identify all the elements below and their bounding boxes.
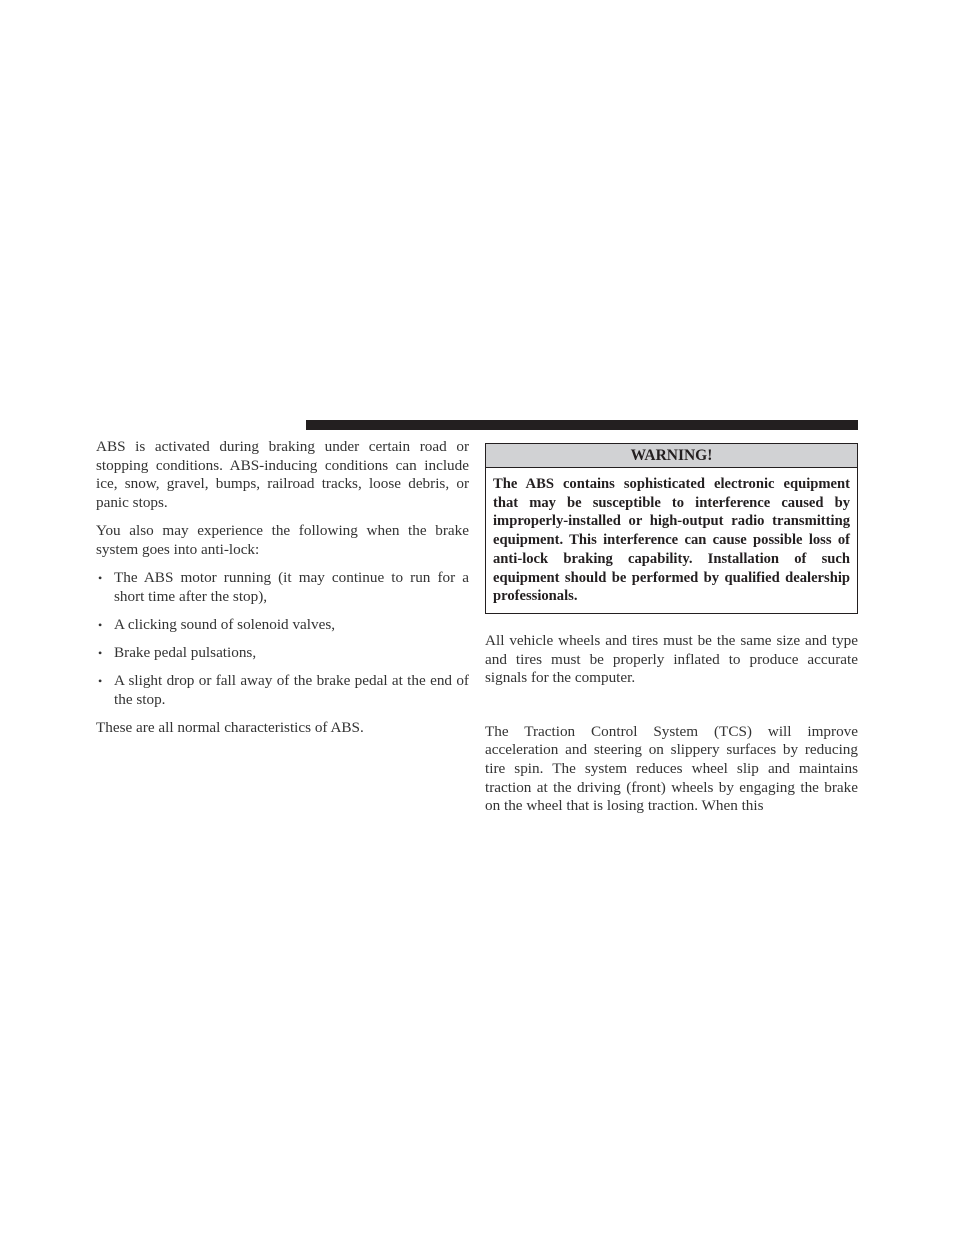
list-item-text: A slight drop or fall away of the brake pedal at the end of the stop. bbox=[114, 671, 469, 708]
traction-control-paragraph: The Traction Control System (TCS) will improve acceleration and steering on slippery surfaces by reducing tire spin. The system reduces wheel slip and maintains traction at the driving (front) wheels by engaging the brake on the wheel that is losing traction. When this bbox=[485, 722, 858, 815]
bullet-icon: • bbox=[98, 673, 103, 688]
anti-lock-symptom-list bbox=[96, 569, 469, 709]
list-item bbox=[96, 672, 469, 709]
anti-lock-intro-paragraph: You also may experience the following when the brake system goes into anti-lock: bbox=[96, 522, 469, 559]
wheels-tires-paragraph: All vehicle wheels and tires must be the same size and type and tires must be properly inflated to produce accurate signals for the computer. bbox=[485, 631, 858, 687]
warning-text: The ABS contains sophisticated electronic equipment that may be susceptible to interference caused by improperly-installed or high-output radio transmitting equipment. This interference can cause possible loss of anti-lock braking capability. Installation of such equipment should be performed by qualified dealership professionals. bbox=[493, 476, 850, 605]
list-item-text: The ABS motor running (it may continue to run for a short time after the stop), bbox=[114, 569, 469, 605]
bullet-icon: • bbox=[98, 571, 103, 586]
list-item bbox=[96, 569, 469, 606]
list-item-text: A clicking sound of solenoid valves, bbox=[114, 615, 336, 633]
right-column bbox=[485, 443, 858, 826]
list-item-text: Brake pedal pulsations, bbox=[114, 643, 257, 661]
list-item bbox=[96, 616, 469, 635]
warning-box bbox=[485, 443, 858, 614]
warning-title: WARNING! bbox=[486, 444, 857, 468]
bullet-icon: • bbox=[98, 645, 103, 660]
left-column bbox=[96, 438, 469, 747]
bullet-icon: • bbox=[98, 617, 103, 632]
section-gap bbox=[485, 698, 858, 723]
header-rule bbox=[306, 420, 858, 430]
abs-activation-paragraph: ABS is activated during braking under certain road or stopping conditions. ABS-inducing conditions can include ice, snow, gravel, bumps, railroad tracks, loose debris, or panic stops. bbox=[96, 438, 469, 512]
list-item bbox=[96, 644, 469, 663]
normal-characteristics-paragraph: These are all normal characteristics of ABS. bbox=[96, 718, 364, 736]
